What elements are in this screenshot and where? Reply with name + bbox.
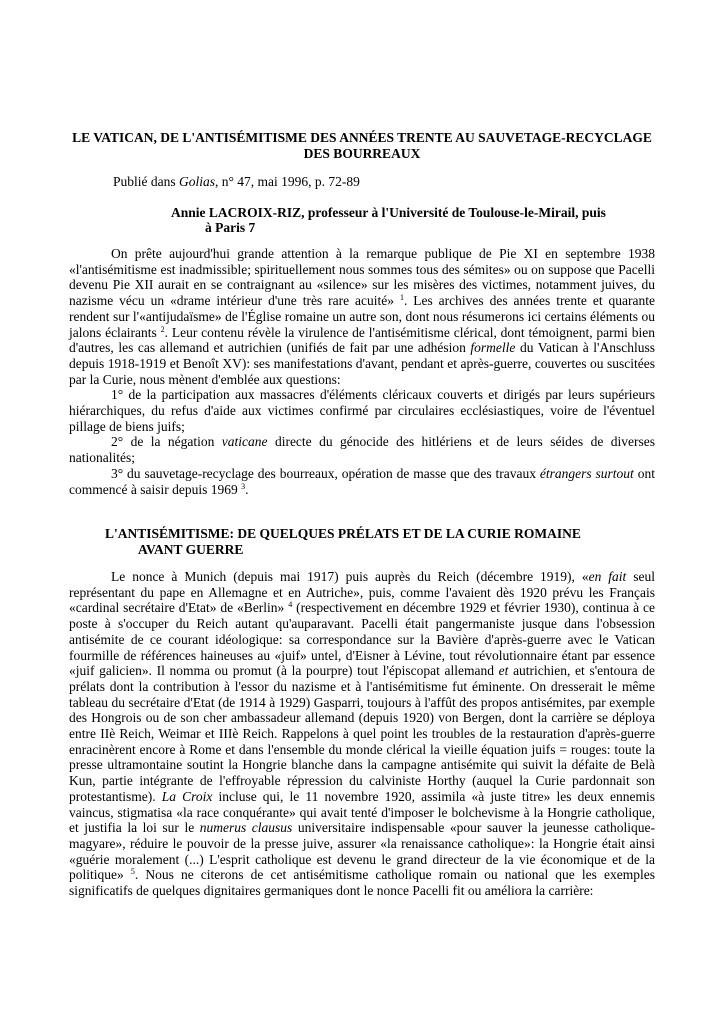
publication-suffix: , n° 47, mai 1996, p. 72-89	[215, 174, 360, 189]
footnote-ref-2: 2	[160, 324, 165, 334]
intro-text-c: . Leur contenu révèle la virulence de l'antisémitisme clérical, dont témoignent, parmi bien d'autres, les cas allemand et autrichien (unifiés de fait par une adhésion	[69, 324, 655, 356]
publication-prefix: Publié dans	[113, 174, 179, 189]
item3-text-b: ont commencé à saisir depuis 1969	[69, 465, 655, 497]
list-item-1: 1° de la participation aux massacres d'éléments cléricaux couverts et dirigés par leurs supérieurs hiérarchiques, du refus d'aide aux victimes confirmé par circulaires ecclésiastiques, voire de l'éventuel pillage de biens juifs;	[69, 387, 655, 434]
footnote-ref-4: 4	[288, 600, 293, 610]
section-heading	[105, 526, 665, 558]
item3-text-a: 3° du sauvetage-recyclage des bourreaux, opération de masse que des travaux	[111, 465, 540, 481]
body-section	[69, 569, 655, 899]
body-text-b: seul représentant du pape en Allemagne et en Autriche», puis, comme l'avaient dès 1920 prévu les Français «cardinal secrétaire d'Etat» de «Berlin»	[69, 569, 656, 616]
body-text-f: universitaire indispensable «pour sauver la jeunesse catholique-magyare», réduire le pouvoir de la presse juive, assurer «la renaissance catholique»: la Hongrie était ainsi «guérie moralement (...) L'esprit catholique est devenu le grand directeur de la vie économique et de la politique»	[69, 820, 655, 883]
section-heading-line-2: AVANT GUERRE	[138, 542, 244, 557]
item2-text-a: 2° de la négation	[111, 434, 222, 450]
author-line-1: Annie LACROIX-RIZ, professeur à l'Université de Toulouse-le-Mirail, puis	[171, 205, 606, 220]
footnote-ref-3: 3	[241, 481, 246, 491]
intro-emphasis-formelle: formelle	[470, 340, 516, 356]
body-text-d: autrichien, et s'entoura de prélats dont la contribution à l'essor du nazisme et à l'antisémitisme fut éminente. On dresserait le même tableau du secrétaire d'Etat (de 1914 à 1929) Gasparri, toujours à l'affût des propos antisémites, par exemple des Hongrois ou de son cher ambassadeur allemand (depuis 1920) von Bergen, dont la carrière se déploya entre IIè Reich, Weimar et IIIè Reich. Rappelons à quel point les troubles de la restauration d'après-guerre enracinèrent encore à Rome et dans l'ensemble du monde clérical la vieille équation juifs = rouges: toute la presse ultramontaine soutint la Hongrie blanche dans la campagne antisémite qui suivit la défaite de Belà Kun, partie intégrante de l'effroyable répression du calviniste Horthy (auquel la Curie pardonnait son protestantisme).	[69, 663, 655, 804]
body-paragraph	[69, 569, 655, 899]
body-text-g: . Nous ne citerons de cet antisémitisme catholique romain ou national que les exemples significatifs de quelques dignitaires germaniques dont le nonce Pacelli fit ou améliora la carrière:	[69, 867, 655, 899]
list-item-3	[69, 466, 655, 497]
footnote-ref-5: 5	[130, 867, 135, 877]
item2-text-b: directe du génocide des hitlériens et de leurs séides de diverses nationalités;	[69, 434, 655, 466]
item3-emphasis: étrangers surtout	[539, 465, 634, 481]
author-line	[171, 205, 661, 235]
intro-section	[69, 246, 655, 497]
body-text-e: incluse qui, le 11 novembre 1920, assimila «à juste titre» les deux ennemis vaincus, stigmatisa «la race conquérante» qui avait tenté d'imposer le bolchevisme à la Hongrie catholique, et justifia la loi sur le	[69, 788, 655, 836]
author-line-2: à Paris 7	[205, 220, 256, 235]
body-text-a: Le nonce à Munich (depuis mai 1917) puis auprès du Reich (décembre 1919), «	[111, 569, 589, 584]
body-emphasis-et: et	[498, 663, 509, 679]
publication-journal: Golias	[179, 174, 216, 189]
intro-text-b: . Les archives des années trente et quarante rendent sur l'«antijudaïsme» de l'Église romaine un autre son, dont nous résumerons ici certains éléments ou jalons éclairants	[69, 293, 656, 340]
intro-text-d: du Vatican à l'Anschluss depuis 1918-1919 et Benoît XV): ses manifestations d'avant, pendant et après-guerre, couvertes ou suscitées par la Curie, nous mènent d'emblée aux questions:	[69, 340, 655, 387]
intro-text-a: On prête aujourd'hui grande attention à la remarque publique de Pie XI en septembre 1938 «l'antisémitisme est inadmissible; spirituellement nous sommes tous des sémites» ou on suppose que Pacelli devenu Pie XII aurait en se contraignant au «silence» sur les misères des victimes, notamment juives, du nazisme vécu un «drame intérieur d'une très rare acuité»	[69, 246, 655, 309]
publication-line	[113, 174, 360, 190]
item3-text-c: .	[245, 481, 249, 497]
body-emphasis-numerus: numerus clausus	[199, 820, 293, 836]
body-text-c: (respectivement en décembre 1929 et février 1930), continua à ce poste à s'occuper du Reich autant qu'auparavant. Pacelli était pangermaniste jusque dans l'obsession antisémite de ce courant idéologique: sa correspondance sur la Bavière d'après-guerre avec le Vatican fourmille de références haineuses au «juif» untel, d'Eisner à Lévine, tout révolutionnaire étant par essence «juif galicien». Il nomma ou promut (à la pourpre) tout l'épiscopat allemand	[69, 600, 655, 679]
body-emphasis-enfait: en fait	[588, 569, 627, 584]
intro-paragraph	[69, 246, 655, 387]
list-item-2	[69, 434, 655, 465]
footnote-ref-1: 1	[399, 293, 404, 303]
document-title: LE VATICAN, DE L'ANTISÉMITISME DES ANNÉES TRENTE AU SAUVETAGE-RECYCLAGE DES BOURREAUX	[72, 130, 652, 161]
item2-emphasis: vaticane	[221, 434, 268, 450]
section-heading-line-1: L'ANTISÉMITISME: DE QUELQUES PRÉLATS ET DE LA CURIE ROMAINE	[105, 526, 581, 541]
body-emphasis-lacroix: La Croix	[161, 788, 213, 804]
